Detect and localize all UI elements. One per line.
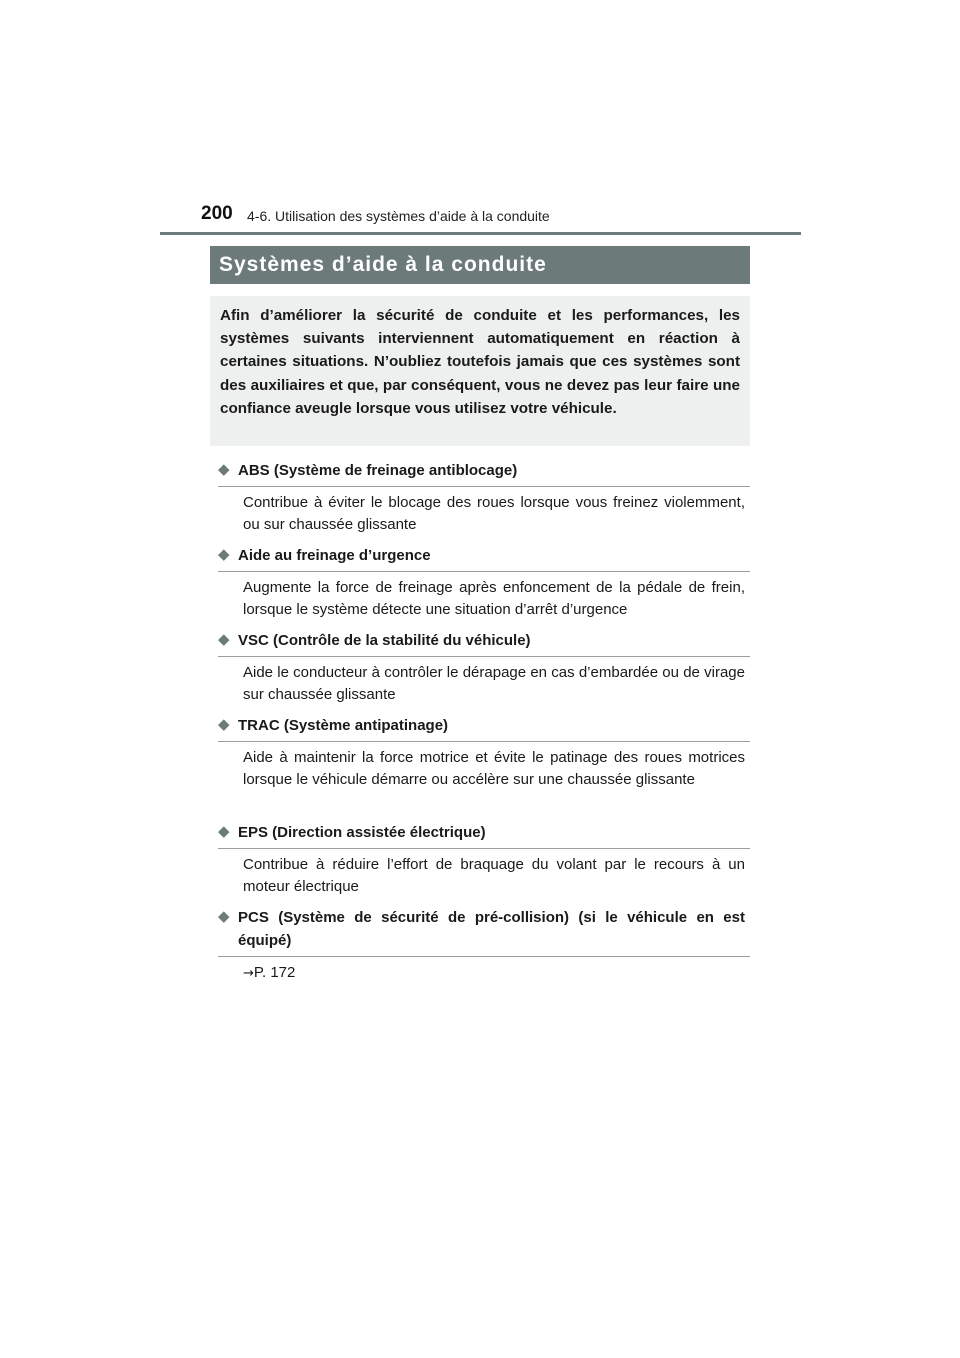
item-body-pcs: [243, 962, 745, 985]
item-body-trac: Aide à maintenir la force motrice et évite le patinage des roues motrices lorsque le véhicule démarre ou accélère sur une chaussée glissante: [243, 749, 745, 788]
item-body-eps: Contribue à réduire l’effort de braquage du volant par le recours à un moteur électrique: [243, 856, 745, 895]
diamond-bullet-icon: ◆: [218, 908, 230, 925]
heading-text: VSC (Contrôle de la stabilité du véhicule): [238, 632, 531, 649]
diamond-bullet-icon: ◆: [218, 631, 230, 648]
section-banner: [210, 246, 750, 284]
page-number: 200: [201, 203, 233, 224]
item-heading-trac: [218, 714, 750, 742]
heading-text: ABS (Système de freinage antiblocage): [238, 462, 518, 479]
item-body-abs: Contribue à éviter le blocage des roues lorsque vous freinez violemment, ou sur chaussée glissante: [243, 494, 745, 533]
heading-text: PCS (Système de sécurité de pré-collision) (si le véhicule en est équipé): [238, 909, 745, 949]
item-heading-eps: [218, 821, 750, 849]
chapter-label: 4-6. Utilisation des systèmes d’aide à la conduite: [247, 208, 550, 224]
item-heading-vsc: [218, 629, 750, 657]
diamond-bullet-icon: ◆: [218, 716, 230, 733]
heading-text: Aide au freinage d’urgence: [238, 547, 431, 564]
heading-text: TRAC (Système antipatinage): [238, 717, 449, 734]
intro-box: [210, 296, 750, 446]
item-heading-pcs: [218, 906, 750, 957]
item-heading-brake-assist: [218, 544, 750, 572]
heading-text: EPS (Direction assistée électrique): [238, 824, 486, 841]
diamond-bullet-icon: ◆: [218, 461, 230, 478]
intro-text: Afin d’améliorer la sécurité de conduite et les performances, les systèmes suivants interviennent automatiquement en réaction à certaines situations. N’oubliez toutefois jamais que ces systèmes sont des auxiliaires et que, par conséquent, vous ne devez pas leur faire une confiance aveugle lorsque vous utilisez votre véhicule.: [220, 307, 740, 417]
arrow-right-icon: →: [243, 966, 254, 981]
item-body-vsc: Aide le conducteur à contrôler le dérapage en cas d’embardée ou de virage sur chaussée glissante: [243, 664, 745, 703]
section-title: Systèmes d’aide à la conduite: [219, 253, 547, 276]
page-reference-link[interactable]: P. 172: [253, 964, 296, 981]
item-heading-abs: [218, 459, 750, 487]
header-rule: [160, 232, 801, 235]
diamond-bullet-icon: ◆: [218, 823, 230, 840]
item-body-brake-assist: Augmente la force de freinage après enfoncement de la pédale de frein, lorsque le système détecte une situation d’arrêt d’urgence: [243, 579, 745, 618]
diamond-bullet-icon: ◆: [218, 546, 230, 563]
